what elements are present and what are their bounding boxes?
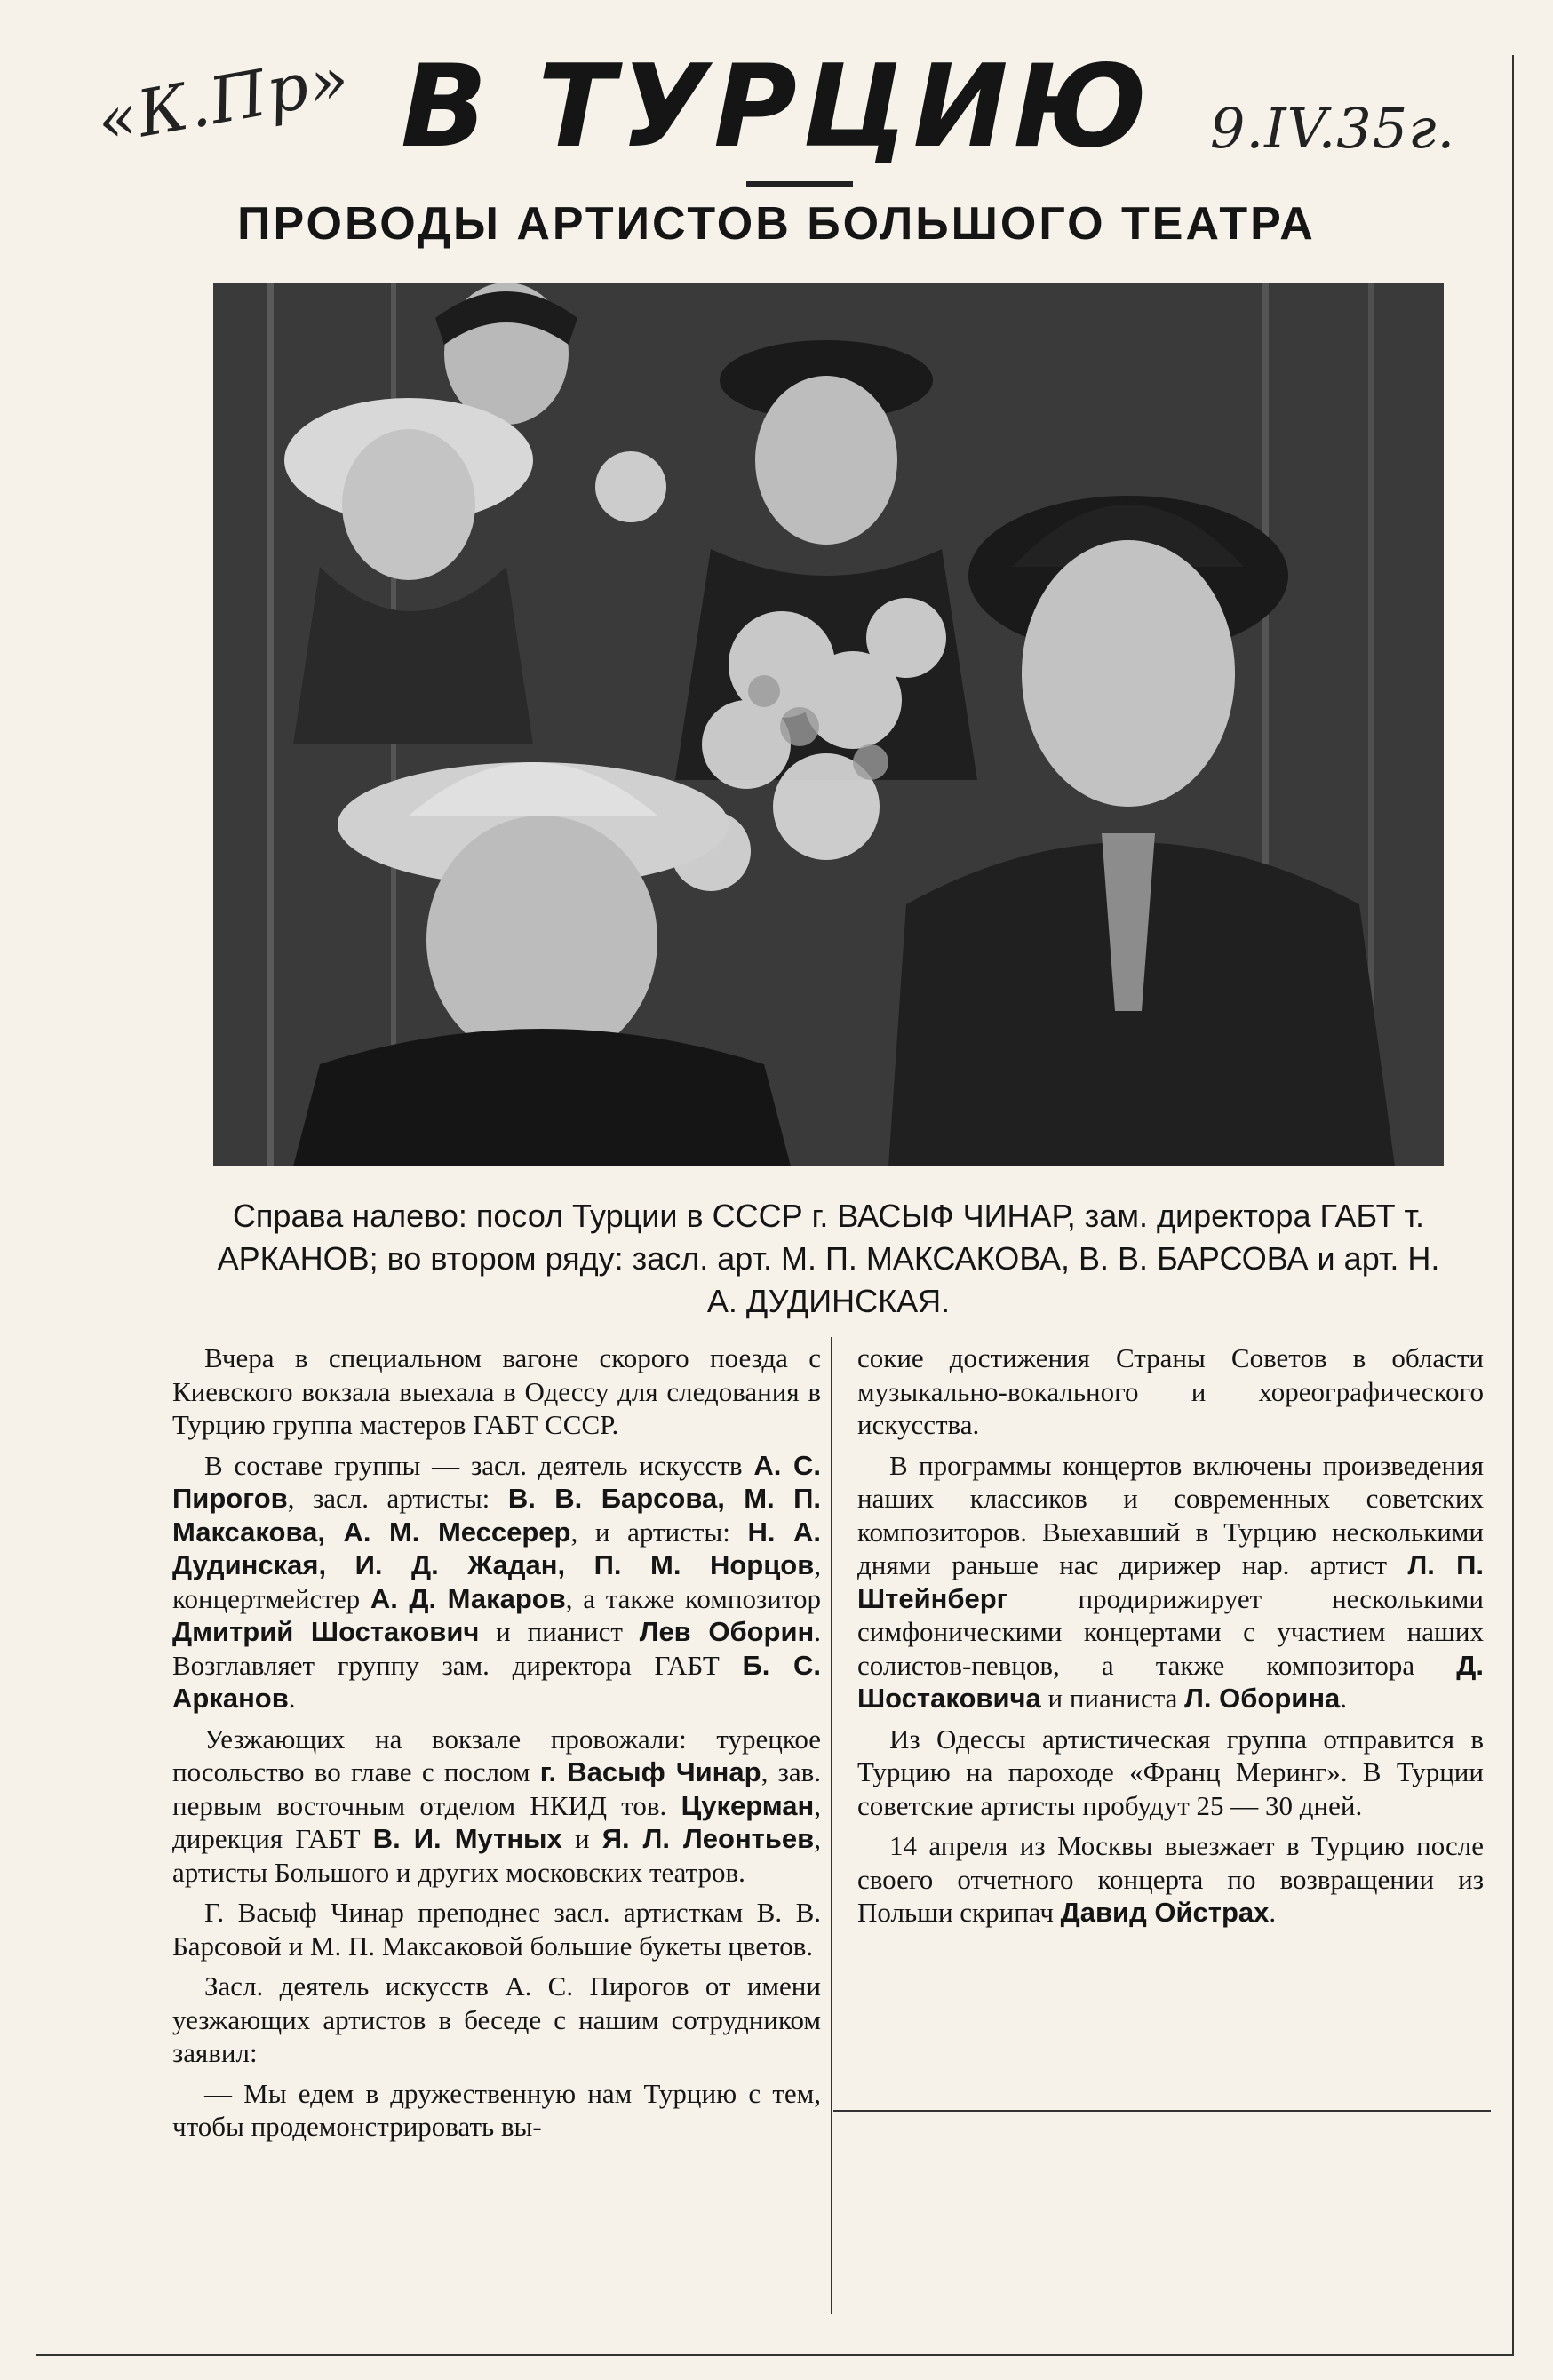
article-paragraph: 14 апреля из Москвы выезжает в Турцию после своего отчетного концерта по возвращении из Польши скрипач Давид Ойстрах. xyxy=(857,1830,1484,1928)
article-paragraph: В составе группы — засл. деятель искусств А. С. Пирогов, засл. артисты: В. В. Барсова, М. П. Максакова, А. М. Мессерер, и артисты: Н. А. Дудинская, И. Д. Жадан, П. М. Норцов, концертмейстер А. Д. Макаров, а также композитор Дмитрий Шостакович и пианист Лев Оборин. Возглавляет группу зам. директора ГАБТ Б. С. Арканов. xyxy=(172,1449,822,1714)
article-paragraph: Г. Васыф Чинар преподнес засл. артисткам В. В. Барсовой и М. П. Максаковой большие букеты цветов. xyxy=(172,1897,821,1962)
photo-illustration xyxy=(213,283,1444,1166)
article-paragraph: Засл. деятель искусств А. С. Пирогов от имени уезжающих артистов в беседе с нашим сотрудником заявил: xyxy=(172,1970,821,2068)
article-paragraph: Вчера в специальном вагоне скорого поезда с Киевского вокзала выехала в Одессу для следования в Турцию группа мастеров ГАБТ СССР. xyxy=(172,1342,821,1440)
group-photo xyxy=(213,283,1444,1166)
handwritten-note-left: «К.Пр» xyxy=(91,40,356,159)
clipping-edge-bottom xyxy=(36,2354,1512,2356)
article-paragraph: Уезжающих на вокзале провожали: турецкое посольство во главе с послом г. Васыф Чинар, зав. первым восточным отделом НКИД тов. Цукерман, дирекция ГАБТ В. И. Мутных и Я. Л. Леонтьев, артисты Большого и других московских театров. xyxy=(172,1723,821,1888)
headline-underline xyxy=(746,181,853,187)
article-paragraph: сокие достижения Страны Советов в области музыкально-вокального и хореографического искусства. xyxy=(857,1342,1484,1440)
headline: В ТУРЦИЮ xyxy=(400,41,1153,173)
column-end-rule xyxy=(833,2110,1491,2112)
column-divider xyxy=(831,1337,832,2314)
article-paragraph: — Мы едем в дружественную нам Турцию с тем, чтобы продемонстрировать вы- xyxy=(172,2077,821,2142)
handwritten-date: 9.IV.35г. xyxy=(1210,96,1456,161)
article-column-left xyxy=(172,1341,821,2151)
article-paragraph: Из Одессы артистическая группа отправится в Турцию на пароходе «Франц Меринг». В Турции советские артисты пробудут 25 — 30 дней. xyxy=(857,1723,1484,1821)
clipping-edge-right xyxy=(1512,55,1514,2356)
subheadline: ПРОВОДЫ АРТИСТОВ БОЛЬШОГО ТЕАТРА xyxy=(237,198,1316,250)
article-column-right xyxy=(857,1341,1484,1937)
article-paragraph: В программы концертов включены произведения наших классиков и современных советских композиторов. Выехавший в Турцию несколькими днями раньше нас дирижер нар. артист Л. П. Штейнберг продирижирует несколькими симфоническими концертами с участием наших солистов-певцов, а также композитора Д. Шостаковича и пианиста Л. Оборина. xyxy=(857,1449,1485,1714)
photo-caption: Справа налево: посол Турции в СССР г. ВАСЫФ ЧИНАР, зам. директора ГАБТ т. АРКАНОВ; во втором ряду: засл. арт. М. П. МАКСАКОВА, В. В. БАРСОВА и арт. Н. А. ДУДИНСКАЯ. xyxy=(217,1198,1440,1319)
